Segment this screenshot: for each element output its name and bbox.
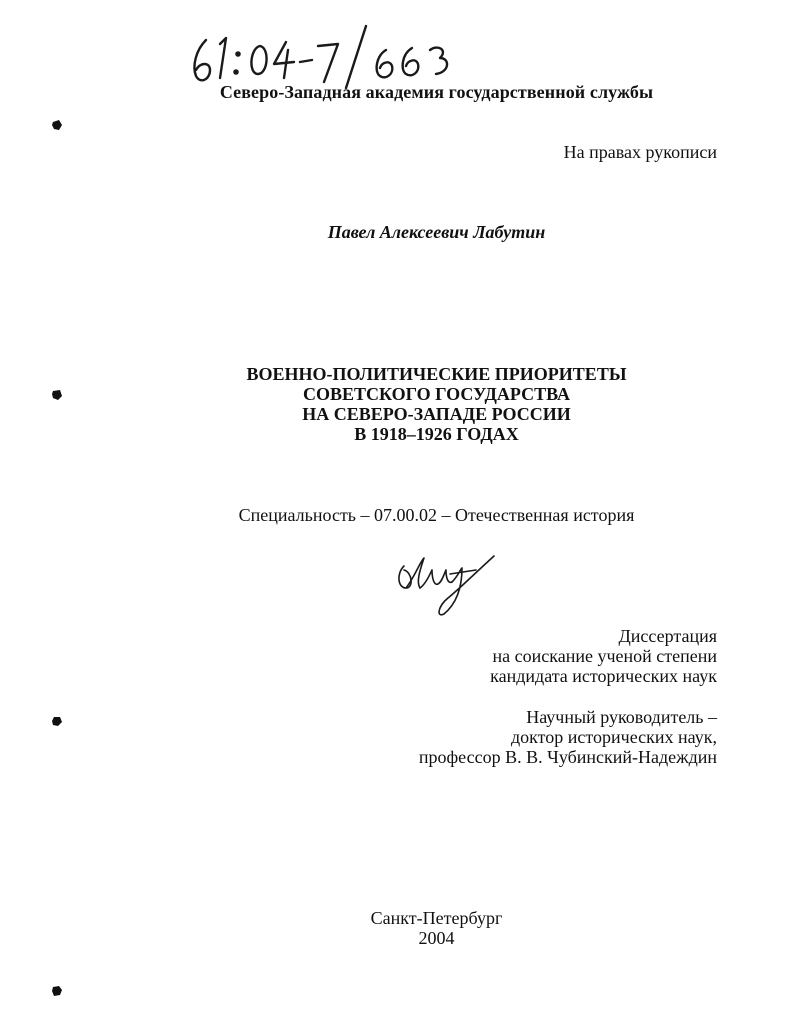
supervisor-line: доктор исторических наук,: [511, 727, 717, 747]
supervisor-block: [419, 707, 717, 767]
title-line: НА СЕВЕРО-ЗАПАДЕ РОССИИ: [302, 404, 571, 424]
binding-hole-mark: [50, 388, 64, 402]
year: 2004: [418, 928, 455, 948]
binding-hole-mark: [50, 714, 64, 728]
specialty-line: Специальность – 07.00.02 – Отечественная история: [238, 505, 635, 525]
handwritten-archive-code: [186, 20, 466, 90]
title-line: СОВЕТСКОГО ГОСУДАРСТВА: [303, 384, 570, 404]
place-and-year: [0, 908, 793, 948]
author-name: Павел Алексеевич Лабутин: [327, 222, 546, 242]
dissertation-title: [0, 364, 793, 444]
author-signature: [390, 548, 500, 618]
title-line: ВОЕННО-ПОЛИТИЧЕСКИЕ ПРИОРИТЕТЫ: [246, 364, 627, 384]
degree-statement: [490, 626, 717, 686]
binding-hole-mark: [50, 984, 64, 998]
city: Санкт-Петербург: [370, 908, 503, 928]
rights-notice: На правах рукописи: [563, 142, 717, 162]
binding-hole-mark: [50, 118, 64, 132]
degree-line: кандидата исторических наук: [490, 666, 717, 686]
degree-line: на соискание ученой степени: [492, 646, 717, 666]
supervisor-line: профессор В. В. Чубинский-Надеждин: [418, 747, 717, 767]
title-line: В 1918–1926 ГОДАХ: [354, 424, 519, 444]
institution-name: Северо-Западная академия государственной службы: [219, 82, 654, 102]
degree-line: Диссертация: [618, 626, 717, 646]
supervisor-line: Научный руководитель –: [526, 707, 717, 727]
